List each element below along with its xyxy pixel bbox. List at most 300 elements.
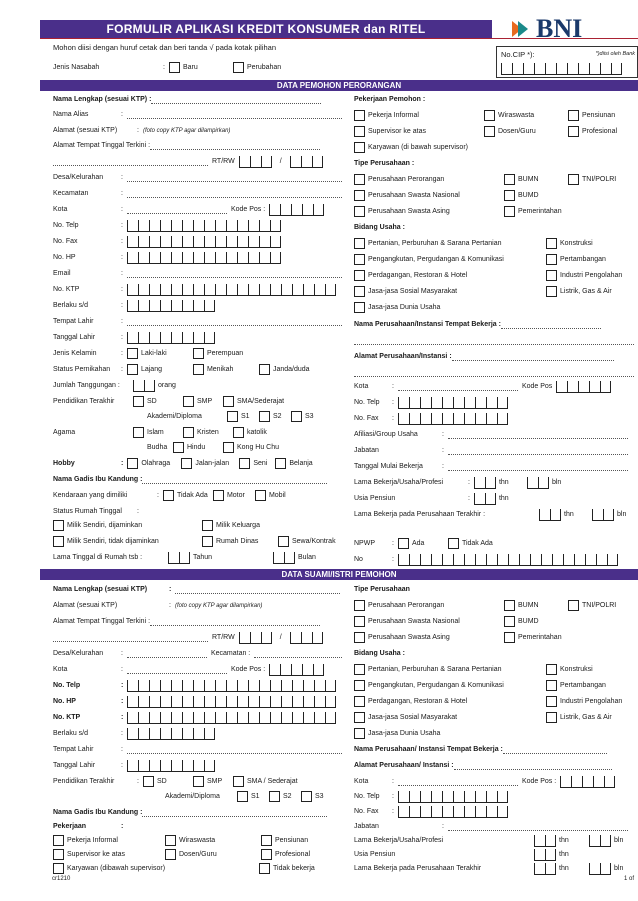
s1-tanggungan-input[interactable] [133, 380, 155, 392]
nocip-input[interactable] [501, 63, 622, 75]
s1-ktp-row: No. KTP : [53, 283, 336, 296]
s1r-npwp-tidak-checkbox[interactable] [448, 538, 459, 549]
s2r-sebelum-bln-label: bln [614, 865, 624, 872]
s2-kota-input[interactable] [127, 666, 227, 674]
s1r-telp-input[interactable] [398, 397, 508, 409]
s1-hp-row: No. HP : [53, 251, 281, 264]
s2r-swasta-asing-label: Perusahaan Swasta Asing [368, 634, 450, 641]
s1-milik-dijaminkan-checkbox[interactable] [53, 520, 64, 531]
s1-menikah-label: Menikah [206, 366, 234, 373]
s1r-pertanian-checkbox[interactable] [354, 238, 365, 249]
s1-belanja-checkbox[interactable] [275, 458, 286, 469]
s2r-nama-perusahaan-row [354, 743, 607, 756]
s1r-jabatan-label: Jabatan [354, 447, 379, 454]
s2-hp-input[interactable] [127, 696, 336, 708]
s1r-lama-sebelum-label: Lama Bekerja pada Perusahaan Terakhir : [354, 511, 486, 518]
s1-kelamin-label: Jenis Kelamin [53, 350, 97, 357]
s2-gadis-input[interactable] [142, 809, 327, 817]
s2r-pertambangan-label: Pertambangan [560, 682, 606, 689]
s2-alamat-line2-input[interactable] [53, 634, 208, 642]
s1-islam-label: Islam [147, 429, 164, 436]
s1-alamat-note: (foto copy KTP agar dilampirkan) [142, 127, 231, 134]
s2-telp-label: No. Telp [53, 682, 81, 689]
s1r-pensiunan-label: Pensiunan [582, 112, 616, 119]
s1-lama-row [53, 551, 316, 564]
s2r-tipe-opts2 [354, 615, 539, 628]
s2r-swasta-asing-checkbox[interactable] [354, 632, 365, 643]
s2r-bidang-opts3 [354, 695, 622, 708]
form-instruction: Mohon diisi dengan huruf cetak dan beri tanda √ pada kotak pilihan [53, 43, 277, 52]
s1-nama-input[interactable] [151, 96, 321, 104]
s1-milik-tidak-checkbox[interactable] [53, 536, 64, 547]
s2-s1-checkbox[interactable] [237, 791, 248, 802]
s2r-konstruksi-label: Konstruksi [560, 666, 593, 673]
s2r-alamat-perusahaan-input[interactable] [454, 762, 612, 770]
s2r-tipe-label: Tipe Perusahaan [354, 586, 410, 593]
s1-rumah-opts2 [53, 535, 336, 548]
s2r-lama-sebelum-thn-input[interactable] [534, 863, 556, 875]
s1-rumah-row: Status Rumah Tinggal : [53, 508, 139, 515]
s1-seni-checkbox[interactable] [239, 458, 250, 469]
s2-alamat-tinggal-row [53, 615, 320, 628]
s1r-jabatan-input[interactable] [448, 447, 628, 455]
s2-telp-row: No. Telp : [53, 679, 336, 692]
s1-s2-checkbox[interactable] [259, 411, 270, 422]
s1-rw-input[interactable] [290, 156, 323, 168]
s1r-wiraswasta-checkbox[interactable] [484, 110, 495, 121]
s2-wiraswasta-checkbox[interactable] [165, 835, 176, 846]
s1r-pekerjaan-opts2 [354, 125, 617, 138]
s2r-bidang-opts2 [354, 679, 606, 692]
s1r-perorangan-label: Perusahaan Perorangan [368, 176, 445, 183]
s1r-alamat-perusahaan-input[interactable] [452, 353, 614, 361]
s2-s2-label: S2 [283, 793, 292, 800]
s1r-profesional-label: Profesional [582, 128, 618, 135]
s1r-lama-thn-input[interactable] [474, 477, 496, 489]
s1r-lama-bln-input[interactable] [527, 477, 549, 489]
s1r-telp-label: No. Telp [354, 399, 380, 406]
s1r-profesional-checkbox[interactable] [568, 126, 579, 137]
s2r-lama-thn-input[interactable] [534, 835, 556, 847]
s1-rumah-label: Status Rumah Tinggal [53, 508, 122, 515]
nocip-note: *)diisi oleh Bank [595, 51, 635, 57]
s2-profesional-checkbox[interactable] [261, 849, 272, 860]
s1-milik-keluarga-checkbox[interactable] [202, 520, 213, 531]
s1r-tipe-opts3 [354, 205, 562, 218]
s1r-bumd-checkbox[interactable] [504, 190, 515, 201]
s1-fax-input[interactable] [127, 236, 281, 248]
s1-sd-checkbox[interactable] [133, 396, 144, 407]
s1-dinas-label: Rumah Dinas [216, 538, 259, 545]
s1-seni-label: Seni [253, 460, 268, 467]
s1-tidakada-checkbox[interactable] [163, 490, 174, 501]
s1-sewa-checkbox[interactable] [278, 536, 289, 547]
s1-agama-label: Agama [53, 429, 76, 436]
s1-s1-checkbox[interactable] [227, 411, 238, 422]
s1-hobby-row: Hobby : Olahraga Jalan-jalan Seni Belanja [53, 460, 313, 467]
s1r-mulai-input[interactable] [448, 463, 628, 471]
s1r-perorangan-checkbox[interactable] [354, 174, 365, 185]
s1r-lama-sebelum-thn-input[interactable] [539, 509, 561, 521]
s1r-kodepos-label: Kode Pos [521, 383, 553, 390]
s2-telp-input[interactable] [127, 680, 336, 692]
s2r-perdagangan-checkbox[interactable] [354, 696, 365, 707]
s2r-usia-pensiun-input[interactable] [534, 849, 556, 861]
s2-supervisor-label: Supervisor ke atas [67, 851, 125, 858]
s2r-lama-sebelum-label: Lama Bekerja pada Perusahaan Terakhir [354, 865, 482, 872]
s1-motor-checkbox[interactable] [213, 490, 224, 501]
s1-lama-tahun-input[interactable] [168, 552, 190, 564]
s1-janda-checkbox[interactable] [259, 364, 270, 375]
s2-tanggal-lahir-input[interactable] [127, 760, 215, 772]
s2-pendidikan-row2 [53, 790, 324, 803]
s2-karyawan-label: Karyawan (dibawah supervisor) [67, 865, 166, 872]
s1r-pertanian-label: Pertanian, Perburuhan & Sarana Pertanian [368, 240, 502, 247]
s1r-swasta-asing-label: Perusahaan Swasta Asing [368, 208, 450, 215]
s2-sd-checkbox[interactable] [143, 776, 154, 787]
s1r-alamat-perusahaan-input2[interactable] [354, 369, 634, 377]
section-data-pemohon: DATA PEMOHON PERORANGAN [40, 80, 638, 91]
s2-tidak-bekerja-label: Tidak bekerja [273, 865, 315, 872]
s1-rt-input[interactable] [239, 156, 272, 168]
s2-s2-checkbox[interactable] [269, 791, 280, 802]
s2r-tni-label: TNI/POLRI [582, 602, 617, 609]
s1r-wiraswasta-label: Wiraswasta [498, 112, 535, 119]
s2r-fax-input[interactable] [398, 806, 508, 818]
s1-kecamatan-input[interactable] [127, 190, 342, 198]
s2r-fax-label: No. Fax [354, 808, 379, 815]
s2-s3-checkbox[interactable] [301, 791, 312, 802]
s2-s1-label: S1 [251, 793, 260, 800]
s2-berlaku-input[interactable] [127, 728, 215, 740]
s1r-nama-perusahaan-label: Nama Perusahaan/Instansi Tempat Bekerja : [354, 321, 501, 328]
s1-motor-label: Motor [226, 492, 245, 499]
s1-laki-checkbox[interactable] [127, 348, 138, 359]
s2-akademi-label: Akademi/Diploma [165, 793, 220, 800]
s1r-alamat-perusahaan-row [354, 350, 614, 363]
s1-pernikahan-row: Status Pernikahan : Lajang Menikah Janda/duda [53, 366, 310, 373]
s2r-alamat-perusahaan-row [354, 759, 612, 772]
s2-informal-checkbox[interactable] [53, 835, 64, 846]
s1r-swasta-nasional-checkbox[interactable] [354, 190, 365, 201]
s1r-usia-pensiun-label: Usia Pensiun [354, 495, 396, 502]
s1-perempuan-label: Perempuan [206, 350, 244, 357]
s1r-npwp-label: NPWP [354, 540, 375, 547]
s1-hindu-checkbox[interactable] [173, 442, 184, 453]
s1r-afiliasi-input[interactable] [448, 431, 628, 439]
s1-rtrw-label: RT/RW [212, 158, 235, 165]
s1-menikah-checkbox[interactable] [193, 364, 204, 375]
s2r-pengangkutan-checkbox[interactable] [354, 680, 365, 691]
s1r-lama-sebelum-row [354, 508, 626, 521]
s1-jalan-checkbox[interactable] [181, 458, 192, 469]
s1-tanggungan-label: Jumlah Tanggungan : [53, 382, 120, 389]
s1r-sebelum-thn-label: thn [564, 511, 574, 518]
s2r-lama-bekerja-label: Lama Bekerja/Usaha/Profesi [354, 837, 444, 844]
s1r-konstruksi-label: Konstruksi [560, 240, 593, 247]
s2r-bln-label: bln [614, 837, 624, 844]
s2-nama-label: Nama Lengkap (sesuai KTP) [53, 586, 148, 593]
s1-alamat-row: Alamat (sesuai KTP) : (foto copy KTP agar dilampirkan) [53, 127, 231, 134]
s1r-mulai-label: Tanggal Mulai Bekerja [354, 463, 423, 470]
s1-email-input[interactable] [127, 270, 342, 278]
s2r-usia-thn-label: thn [559, 851, 569, 858]
s1r-pekerjaan-row [354, 93, 425, 106]
s1r-tipe-label: Tipe Perusahaan : [354, 160, 415, 167]
s1-tanggungan-row [53, 379, 176, 392]
s1-alias-input[interactable] [127, 111, 342, 119]
s1-ktp-input[interactable] [127, 284, 336, 296]
s1r-perdagangan-checkbox[interactable] [354, 270, 365, 281]
jenis-baru-checkbox[interactable] [169, 62, 180, 73]
s1-perempuan-checkbox[interactable] [193, 348, 204, 359]
s2-rt-input[interactable] [239, 632, 272, 644]
s1-mobil-checkbox[interactable] [255, 490, 266, 501]
s1r-dunia-usaha-checkbox[interactable] [354, 302, 365, 313]
s1-gadis-label: Nama Gadis Ibu Kandung : [53, 476, 143, 483]
s2-alamat-row: Alamat (sesuai KTP) : (foto copy KTP agar dilampirkan) [53, 602, 263, 609]
s1r-usia-thn-label: thn [498, 495, 509, 502]
s1-katolik-checkbox[interactable] [233, 427, 244, 438]
s1r-pensiunan-checkbox[interactable] [568, 110, 579, 121]
s2-dosen-checkbox[interactable] [165, 849, 176, 860]
s1-lama-label: Lama Tinggal di Rumah tsb : [53, 554, 143, 561]
s2-desa-input[interactable] [127, 650, 207, 658]
s2-gadis-row [53, 806, 327, 819]
s1-kristen-checkbox[interactable] [183, 427, 194, 438]
s1r-karyawan-checkbox[interactable] [354, 142, 365, 153]
s2r-bumn-checkbox[interactable] [504, 600, 515, 611]
s2-rw-input[interactable] [290, 632, 323, 644]
s1-mobil-label: Mobil [268, 492, 286, 499]
s2-sma-checkbox[interactable] [233, 776, 244, 787]
s1r-npwp-input[interactable] [398, 554, 618, 566]
s1-lama-bulan-input[interactable] [273, 552, 295, 564]
s1-sma-label: SMA/Sederajat [237, 398, 285, 405]
s2r-bidang-opts4 [354, 711, 612, 724]
s1r-no-label: No [354, 556, 363, 563]
s2-alamat-tinggal-label: Alamat Tempat Tinggal Terkini : [53, 618, 151, 625]
form-code: cr1210 [52, 876, 71, 882]
s2r-industri-checkbox[interactable] [546, 696, 557, 707]
s2r-sosial-checkbox[interactable] [354, 712, 365, 723]
s1-alias-row: Nama Alias : [53, 108, 342, 121]
s1-milik-tidak-label: Milik Sendiri, tidak dijaminkan [67, 538, 159, 545]
s1-kodepos-input[interactable] [269, 204, 324, 216]
s1-s2-label: S2 [273, 413, 282, 420]
s1r-alamat-perusahaan-label: Alamat Perusahaan/Instansi : [354, 353, 452, 360]
s2r-fax-row: No. Fax : [354, 805, 508, 818]
s1-rtrw-row: RT/RW / [53, 155, 323, 168]
s2r-pemerintahan-checkbox[interactable] [504, 632, 515, 643]
s1r-informal-label: Pekerja Informal [368, 112, 419, 119]
s1-alamat-label: Alamat (sesuai KTP) [53, 127, 118, 134]
s2r-konstruksi-checkbox[interactable] [546, 664, 557, 675]
s2-supervisor-checkbox[interactable] [53, 849, 64, 860]
jenis-perubahan-checkbox[interactable] [233, 62, 244, 73]
s2r-perorangan-checkbox[interactable] [354, 600, 365, 611]
s1-alamat-line2-input[interactable] [53, 158, 208, 166]
s1-pendidikan-row1 [53, 395, 284, 408]
s1-olahraga-label: Olahraga [141, 460, 171, 467]
s1-kecamatan-label: Kecamatan [53, 190, 89, 197]
s1r-industri-label: Industri Pengolahan [560, 272, 623, 279]
s2r-lama-sebelum-bln-input[interactable] [589, 863, 611, 875]
s2-sma-label: SMA / Sederajat [246, 778, 298, 785]
s1-agama-row2 [53, 441, 279, 454]
s1r-npwp-tidak-label: Tidak Ada [461, 540, 493, 547]
s1r-listrik-checkbox[interactable] [546, 286, 557, 297]
s2-alamat-note: (foto copy KTP agar dilampirkan) [174, 602, 263, 609]
s2r-telp-input[interactable] [398, 791, 508, 803]
s1-berlaku-label: Berlaku s/d [53, 302, 89, 309]
s2r-jabatan-input[interactable] [448, 823, 628, 831]
s1r-kota-label: Kota [354, 383, 369, 390]
s2r-bumd-checkbox[interactable] [504, 616, 515, 627]
s2r-tipe-opts1 [354, 599, 616, 612]
s1r-afiliasi-row: Afiliasi/Group Usaha : [354, 428, 628, 441]
s2-ktp-input[interactable] [127, 712, 336, 724]
s1r-bumn-checkbox[interactable] [504, 174, 515, 185]
s1r-pemerintahan-label: Pemerintahan [518, 208, 562, 215]
s1-kota-input[interactable] [127, 206, 227, 214]
s1r-swasta-nasional-label: Perusahaan Swasta Nasional [368, 192, 460, 199]
s1-olahraga-checkbox[interactable] [127, 458, 138, 469]
s2-pensiunan-label: Pensiunan [275, 837, 309, 844]
s1r-kota-input[interactable] [398, 383, 518, 391]
s1-sewa-label: Sewa/Kontrak [292, 538, 336, 545]
s2r-pertanian-checkbox[interactable] [354, 664, 365, 675]
s1-nama-label: Nama Lengkap (sesuai KTP) : [53, 96, 152, 103]
s1r-no-row: No : [354, 553, 618, 566]
s2-kodepos-input[interactable] [269, 664, 324, 676]
s1r-sosial-checkbox[interactable] [354, 286, 365, 297]
s2r-sosial-label: Jasa-jasa Sosial Masyarakat [368, 714, 458, 721]
s1-s3-checkbox[interactable] [291, 411, 302, 422]
s1r-fax-label: No. Fax [354, 415, 379, 422]
s1-kelamin-row: Jenis Kelamin : Laki-laki Perempuan [53, 350, 244, 357]
s1r-nama-perusahaan-input[interactable] [501, 321, 601, 329]
s2-pendidikan-label: Pendidikan Terakhir [53, 778, 115, 785]
s1r-industri-checkbox[interactable] [546, 270, 557, 281]
s2r-dunia-usaha-checkbox[interactable] [354, 728, 365, 739]
s2r-tipe-opts3 [354, 631, 562, 644]
s1-berlaku-input[interactable] [127, 300, 215, 312]
s1-tanggal-lahir-input[interactable] [127, 332, 215, 344]
s1r-pemerintahan-checkbox[interactable] [504, 206, 515, 217]
s1-gadis-input[interactable] [142, 476, 327, 484]
s1r-npwp-ada-checkbox[interactable] [398, 538, 409, 549]
s2-pekerjaan-label: Pekerjaan [53, 823, 87, 830]
s2r-nama-perusahaan-input[interactable] [503, 746, 607, 754]
s2-kecamatan-label: Kecamatan : [210, 650, 251, 657]
s1-smp-checkbox[interactable] [183, 396, 194, 407]
s1r-nama-perusahaan-input2[interactable] [354, 337, 634, 345]
s2-kecamatan-input[interactable] [254, 650, 342, 658]
s1r-swasta-asing-checkbox[interactable] [354, 206, 365, 217]
s1-hp-label: No. HP [53, 254, 76, 261]
s2-kodepos-label: Kode Pos : [230, 666, 266, 673]
s1r-supervisor-label: Supervisor ke atas [368, 128, 426, 135]
s2-berlaku-row: Berlaku s/d : [53, 727, 215, 740]
jenis-baru-label: Baru [182, 64, 198, 71]
s2r-lama-bln-input[interactable] [589, 835, 611, 847]
s1r-pengangkutan-checkbox[interactable] [354, 254, 365, 265]
s1-tanggal-lahir-row: Tanggal Lahir : [53, 331, 215, 344]
s1-dinas-checkbox[interactable] [202, 536, 213, 547]
s1r-npwp-ada-label: Ada [411, 540, 425, 547]
s2-pensiunan-checkbox[interactable] [261, 835, 272, 846]
s1-jalan-label: Jalan-jalan [195, 460, 230, 467]
s1r-listrik-label: Listrik, Gas & Air [560, 288, 612, 295]
jenis-nasabah-row: Jenis Nasabah : Baru Perubahan [53, 64, 282, 71]
s1r-kodepos-input[interactable] [556, 381, 611, 393]
s2-nama-input[interactable] [175, 586, 340, 594]
s1r-mulai-row: Tanggal Mulai Bekerja : [354, 460, 628, 473]
s2-smp-checkbox[interactable] [193, 776, 204, 787]
s1r-lama-sebelum-bln-input[interactable] [592, 509, 614, 521]
s1r-thn-label: thn [498, 479, 509, 486]
s1-lajang-label: Lajang [140, 366, 162, 373]
s2r-kodepos-input[interactable] [560, 776, 615, 788]
s1r-tni-checkbox[interactable] [568, 174, 579, 185]
s1r-perdagangan-label: Perdagangan, Restoran & Hotel [368, 272, 468, 279]
s1r-konstruksi-checkbox[interactable] [546, 238, 557, 249]
bni-logo-icon [510, 17, 534, 41]
s2r-listrik-checkbox[interactable] [546, 712, 557, 723]
s2-alamat-tinggal-input[interactable] [150, 618, 320, 626]
s2r-tni-checkbox[interactable] [568, 600, 579, 611]
s1-islam-checkbox[interactable] [133, 427, 144, 438]
s1r-supervisor-checkbox[interactable] [354, 126, 365, 137]
s2-hp-label: No. HP [53, 698, 76, 705]
s2-karyawan-checkbox[interactable] [53, 863, 64, 874]
bni-logo-text: BNI [536, 14, 583, 43]
s1r-pertambangan-checkbox[interactable] [546, 254, 557, 265]
s1r-informal-checkbox[interactable] [354, 110, 365, 121]
s1-tempat-lahir-row: Tempat Lahir : [53, 315, 342, 328]
s1-belanja-label: Belanja [289, 460, 313, 467]
s1-lajang-checkbox[interactable] [127, 364, 138, 375]
s2-tempat-lahir-input[interactable] [127, 746, 342, 754]
s1r-tni-label: TNI/POLRI [582, 176, 617, 183]
s2r-bumd-label: BUMD [518, 618, 539, 625]
s2r-swasta-nasional-checkbox[interactable] [354, 616, 365, 627]
s1r-bidang-opts3 [354, 269, 622, 282]
s1-rumah-opts1 [53, 519, 260, 532]
s1-tempat-lahir-input[interactable] [127, 318, 342, 326]
s2-sd-label: SD [156, 778, 167, 785]
s1r-dosen-checkbox[interactable] [484, 126, 495, 137]
s2r-jabatan-label: Jabatan [354, 823, 379, 830]
s1r-usia-pensiun-input[interactable] [474, 493, 496, 505]
nocip-box [496, 46, 638, 78]
s2-pendidikan-row1: Pendidikan Terakhir : SD SMP SMA / Sederajat [53, 778, 298, 785]
s1-sma-checkbox[interactable] [223, 396, 234, 407]
s1-hp-input[interactable] [127, 252, 281, 264]
s1-milik-dijaminkan-label: Milik Sendiri, dijaminkan [67, 522, 143, 529]
s1-konghucu-checkbox[interactable] [223, 442, 234, 453]
s1r-fax-input[interactable] [398, 413, 508, 425]
s2-tidak-bekerja-checkbox[interactable] [259, 863, 270, 874]
s2r-industri-label: Industri Pengolahan [560, 698, 623, 705]
s2r-pertambangan-checkbox[interactable] [546, 680, 557, 691]
s2r-kota-input[interactable] [398, 778, 518, 786]
s2r-dunia-usaha-label: Jasa-jasa Dunia Usaha [368, 730, 441, 737]
s1-alamat-tinggal-input[interactable] [150, 142, 320, 150]
s1-telp-input[interactable] [127, 220, 281, 232]
s1-desa-input[interactable] [127, 174, 342, 182]
